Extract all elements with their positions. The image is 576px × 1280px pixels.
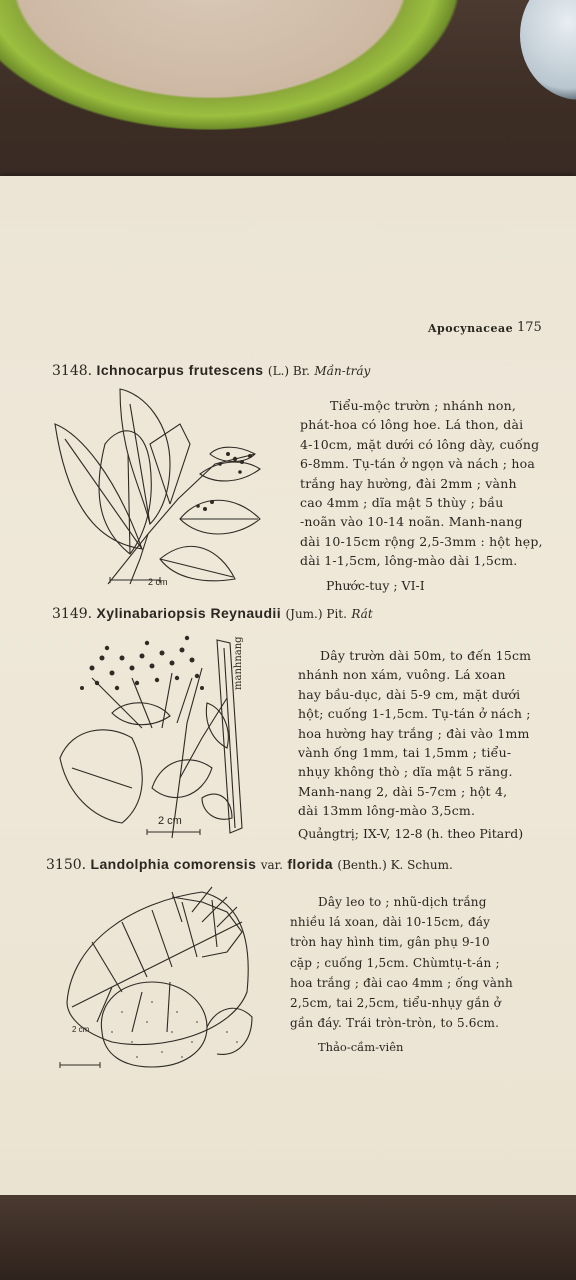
page-number: 175 xyxy=(517,320,542,335)
entry-species: Reynaudii xyxy=(210,605,281,621)
description-line: gần đáy. Trái tròn-tròn, to 5.6cm. xyxy=(290,1016,500,1031)
entry-3148-title xyxy=(52,362,370,379)
description-line: trắng hay hường, đài 2mm ; vành xyxy=(300,475,517,491)
description-line: Dây leo to ; nhũ-dịch trắng xyxy=(318,895,487,909)
entry-species: frutescens xyxy=(188,362,264,378)
description-line: Tiểu-mộc trườn ; nhánh non, xyxy=(330,398,517,413)
entry-vernacular: Mần-tráy xyxy=(314,364,371,378)
ichnocarpus-illustration xyxy=(50,384,265,589)
description-line: 4-10cm, mặt dưới có lông dày, cuống xyxy=(300,436,540,452)
scale-label: 2 cm xyxy=(72,1025,90,1034)
scale-label: 2 cm xyxy=(148,577,168,587)
description-line: Manh-nang 2, dài 5-7cm ; hột 4, xyxy=(298,783,508,799)
entry-3148-description xyxy=(300,396,543,571)
description-line: 6-8mm. Tụ-tán ở ngọn và nách ; hoa xyxy=(300,456,536,472)
entry-3150-location: Thảo-cầm-viên xyxy=(318,1040,404,1054)
description-line: tròn hay hình tim, gân phụ 9-10 xyxy=(290,935,490,950)
entry-genus: Landolphia xyxy=(90,856,170,872)
entry-variety-prefix: var. xyxy=(260,858,283,872)
description-line: dài 1-1,5cm, lông-mào dài 1,5cm. xyxy=(300,553,518,569)
entry-author: (Jum.) Pit. xyxy=(285,607,347,621)
description-line: 2,5cm, tai 2,5cm, tiểu-nhụy gắn ở xyxy=(290,996,502,1011)
description-line: dài 13mm lông-mào 3,5cm. xyxy=(298,803,476,819)
entry-3148-location: Phước-tuy ; VI-I xyxy=(326,578,425,593)
entry-number: 3149. xyxy=(52,606,93,622)
entry-variety: florida xyxy=(287,856,333,872)
description-line: phát-hoa có lông hoe. Lá thon, dài xyxy=(300,417,524,433)
description-line: nhụy không thò ; dĩa mật 5 răng. xyxy=(298,764,513,780)
description-line: cặp ; cuống 1,5cm. Chùmtụ-t-án ; xyxy=(290,955,500,970)
entry-number: 3148. xyxy=(52,363,93,379)
entry-number: 3150. xyxy=(46,857,87,873)
description-line: dài 10-15cm rộng 2,5-3mm : hột hẹp, xyxy=(300,533,543,549)
description-line: Dây trườn dài 50m, to đến 15cm xyxy=(320,648,532,663)
entry-author: (L.) Br. xyxy=(267,364,310,378)
entry-3150-description xyxy=(290,892,513,1033)
description-line: vành ống 1mm, tai 1,5mm ; tiểu- xyxy=(298,745,512,761)
entry-species: comorensis xyxy=(173,856,257,872)
entry-3149-location: Quảngtrị; IX-V, 12-8 (h. theo Pitard) xyxy=(298,826,524,841)
entry-3150-title xyxy=(46,856,453,873)
scale-label: 2 cm xyxy=(158,815,182,827)
plate-label-manhnang: manhnang xyxy=(233,636,244,690)
landolphia-illustration xyxy=(52,882,257,1072)
running-header-family: Apocynaceae xyxy=(428,322,514,335)
entry-3149-title xyxy=(52,605,373,622)
entry-genus: Xylinabariopsis xyxy=(96,605,207,621)
description-line: -noãn vào 10-14 noãn. Manh-nang xyxy=(300,514,523,530)
table-surface-bottom xyxy=(0,1195,576,1280)
description-line: hoa hường hay trắng ; đài vào 1mm xyxy=(298,725,530,741)
description-line: nhiều lá xoan, dài 10-15cm, đáy xyxy=(290,915,491,930)
entry-author: (Benth.) K. Schum. xyxy=(337,858,453,872)
entry-vernacular: Rát xyxy=(351,607,373,621)
description-line: hoa trắng ; đài cao 4mm ; ống vành xyxy=(290,975,513,990)
entry-3149-description xyxy=(298,646,531,821)
description-line: hột; cuống 1-1,5cm. Tụ-tán ở nách ; xyxy=(298,706,531,722)
entry-genus: Ichnocarpus xyxy=(96,362,185,378)
description-line: hay bầu-dục, dài 5-9 cm, mặt dưới xyxy=(298,686,521,702)
description-line: nhánh non xám, vuông. Lá xoan xyxy=(298,667,506,683)
description-line: cao 4mm ; dĩa mật 5 thùy ; bầu xyxy=(300,495,504,511)
